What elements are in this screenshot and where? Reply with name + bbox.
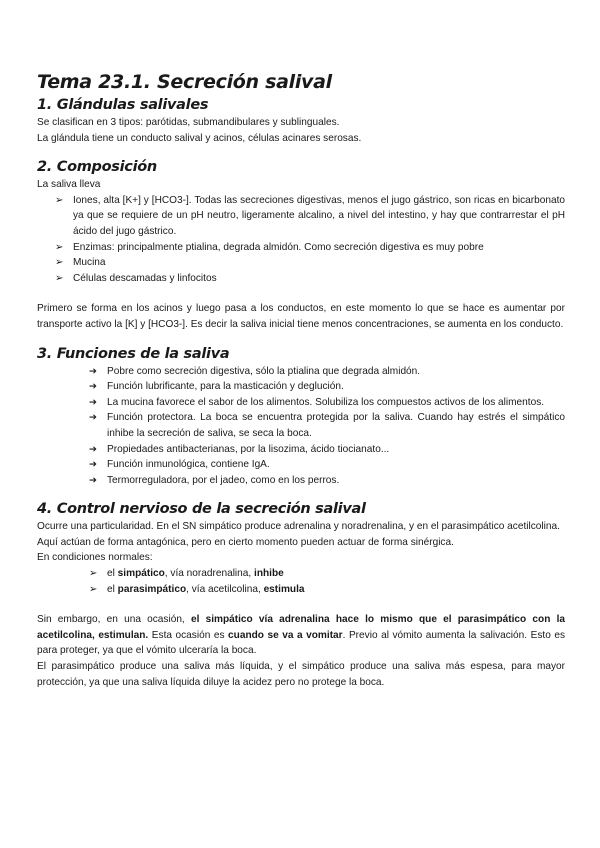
list-item: ➔ Función lubrificante, para la masticación y deglución. — [37, 379, 565, 395]
list-item: ➢ Enzimas: principalmente ptialina, degrada almidón. Como secreción digestiva es muy pobre — [37, 240, 565, 256]
paragraph: Sin embargo, en una ocasión, el simpático vía adrenalina hace lo mismo que el parasimpático con la acetilcolina, estimulan. Esta ocasión es cuando se va a vomitar. Previo al vómito aumenta la salivación. Esto es para proteger, ya que el vómito ulceraría la boca. — [37, 614, 566, 657]
arrow-bullet-icon: ➔ — [89, 443, 97, 455]
arrow-bullet-icon: ➔ — [89, 474, 97, 486]
paragraph: Se clasifican en 3 tipos: parótidas, submandibulares y sublinguales. — [37, 117, 340, 128]
list-item: ➔ Función inmunológica, contiene IgA. — [37, 457, 565, 473]
list-item: ➔ La mucina favorece el sabor de los alimentos. Solubiliza los compuestos activos de los alimentos. — [37, 395, 565, 411]
paragraph: Primero se forma en los acinos y luego pasa a los conductos, en este momento lo que se hace es aumentar por transporte activo la [K] y [HCO3-]. Es decir la saliva inicial tiene menos concentraciones, se aumenta en los conducto. — [37, 303, 565, 330]
arrow-bullet-icon: ➢ — [55, 194, 64, 206]
functions-list — [37, 364, 565, 489]
arrow-bullet-icon: ➢ — [89, 568, 98, 580]
arrow-bullet-icon: ➔ — [89, 396, 97, 408]
list-item: ➔ Termorreguladora, por el jadeo, como en los perros. — [37, 473, 565, 489]
list-item: ➢ Mucina — [37, 255, 565, 271]
arrow-bullet-icon: ➔ — [89, 459, 97, 471]
arrow-bullet-icon: ➔ — [89, 381, 97, 393]
paragraph: En condiciones normales: — [37, 552, 153, 564]
document-title: Tema 23.1. Secreción salival — [37, 71, 332, 93]
section-4-heading: 4. Control nervioso de la secreción salival — [37, 501, 366, 518]
document-page — [37, 70, 565, 690]
list-item: ➔ Propiedades antibacterianas, por la lisozima, ácido tiocianato... — [37, 442, 565, 458]
paragraph: La saliva lleva — [37, 179, 101, 191]
list-item: ➢ el simpático, vía noradrenalina, inhibe — [37, 566, 565, 582]
arrow-bullet-icon: ➔ — [89, 412, 97, 424]
list-item: ➢ Iones, alta [K+] y [HCO3-]. Todas las secreciones digestivas, menos el jugo gástrico, son ricas en bicarbonato ya que se requiere de un pH neutro, ligeramente alcalino, a nivel del intestino, y hay que contrarrestar el pH ácido del jugo gástrico. — [55, 194, 565, 237]
arrow-bullet-icon: ➢ — [55, 257, 64, 269]
section-1-heading: 1. Glándulas salivales — [37, 97, 209, 113]
arrow-bullet-icon: ➢ — [55, 272, 64, 284]
arrow-bullet-icon: ➔ — [89, 365, 97, 377]
paragraph: La glándula tiene un conducto salival y acinos, células acinares serosas. — [37, 132, 362, 144]
paragraph: El parasimpático produce una saliva más líquida, y el simpático produce una saliva más espesa, para mayor protección, ya que una saliva líquida diluye la acidez pero no protege la boca. — [37, 661, 565, 688]
list-item: ➢ el parasimpático, vía acetilcolina, estimula — [37, 582, 565, 598]
paragraph: Ocurre una particularidad. En el SN simpático produce adrenalina y noradrenalina, y en el parasimpático acetilcolina. — [37, 521, 560, 533]
paragraph: Aquí actúan de forma antagónica, pero en cierto momento pueden actuar de forma sinérgica. — [37, 536, 454, 548]
list-item: ➔ Función protectora. La boca se encuentra protegida por la saliva. Cuando hay estrés el simpático inhibe la secreción de saliva, se seca la boca. — [89, 412, 565, 439]
section-3-heading: 3. Funciones de la saliva — [37, 345, 230, 362]
arrow-bullet-icon: ➢ — [55, 241, 64, 253]
control-list — [37, 566, 565, 597]
list-item: ➔ Pobre como secreción digestiva, sólo la ptialina que degrada almidón. — [37, 364, 565, 380]
arrow-bullet-icon: ➢ — [89, 583, 98, 595]
list-item: ➢ Células descamadas y linfocitos — [37, 271, 565, 287]
section-2-heading: 2. Composición — [37, 159, 157, 176]
composition-list — [37, 193, 565, 287]
